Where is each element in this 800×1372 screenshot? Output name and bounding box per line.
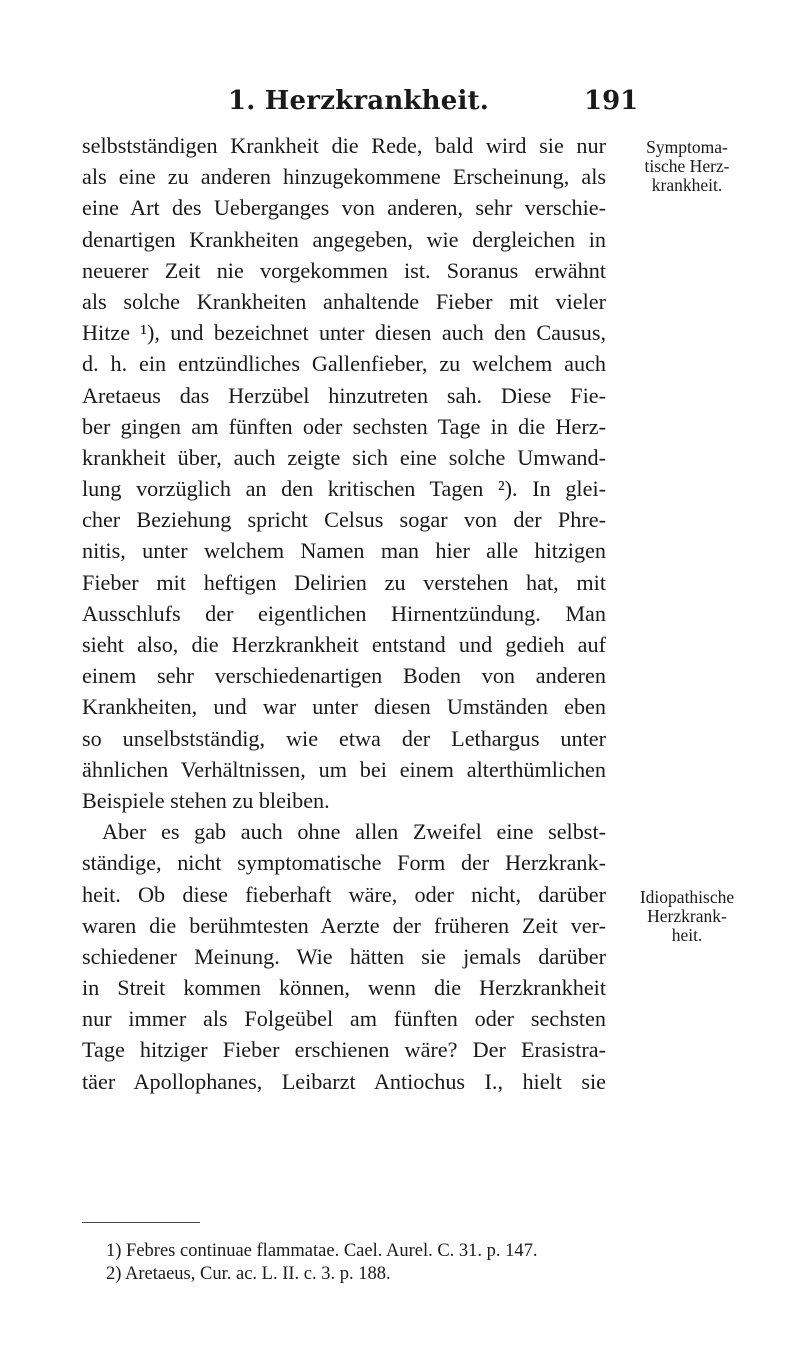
body-line: nitis, unter welchem Namen man hier alle hitzigen xyxy=(82,538,606,564)
body-line: einem sehr verschiedenartigen Boden von anderen xyxy=(82,663,606,689)
body-line: lung vorzüglich an den kritischen Tagen ²). In glei- xyxy=(82,476,606,502)
body-line: Hitze ¹), und bezeichnet unter diesen auch den Causus, xyxy=(82,320,606,346)
footnote-divider xyxy=(82,1222,200,1223)
body-line: denartigen Krankheiten angegeben, wie dergleichen in xyxy=(82,226,606,252)
body-line: Ausschlufs der eigentlichen Hirnentzündung. Man xyxy=(82,600,606,626)
body-line: Aretaeus das Herzübel hinzutreten sah. Diese Fie- xyxy=(82,382,606,408)
margin-note-line: Idiopathische xyxy=(639,887,735,907)
body-line: schiedener Meinung. Wie hätten sie jemals darüber xyxy=(82,943,606,969)
body-line: selbstständigen Krankheit die Rede, bald wird sie nur xyxy=(82,133,606,158)
body-line: eine Art des Ueberganges von anderen, sehr verschie- xyxy=(82,195,606,221)
margin-note-idiopathic xyxy=(612,888,762,945)
footnote: 1) Febres continuae flammatae. Cael. Aurel. C. 31. p. 147. xyxy=(106,1241,538,1261)
body-line: Beispiele stehen zu bleiben. xyxy=(82,787,330,813)
body-line: sieht also, die Herzkrankheit entstand und gedieh auf xyxy=(82,632,606,657)
margin-note-line: tische Herz- xyxy=(644,156,730,176)
margin-note-line: Herzkrank- xyxy=(647,906,727,926)
body-line: als eine zu anderen hinzugekommene Erscheinung, als xyxy=(82,164,606,190)
body-line: als solche Krankheiten anhaltende Fieber mit vieler xyxy=(82,288,606,314)
body-line: so unselbstständig, wie etwa der Lethargus unter xyxy=(82,725,606,751)
body-text xyxy=(82,130,606,1097)
body-line: krankheit über, auch zeigte sich eine solche Umwand- xyxy=(82,444,606,470)
margin-note-line: Symptoma- xyxy=(646,137,728,157)
body-line: Krankheiten, und war unter diesen Umständen eben xyxy=(82,694,606,720)
footnote: 2) Aretaeus, Cur. ac. L. II. c. 3. p. 188. xyxy=(106,1264,391,1284)
body-line: ständige, nicht symptomatische Form der Herzkrank- xyxy=(82,850,606,876)
body-line: Fieber mit heftigen Delirien zu verstehen hat, mit xyxy=(82,569,606,595)
body-line: ber gingen am fünften oder sechsten Tage in die Herz- xyxy=(82,413,606,439)
body-line: cher Beziehung spricht Celsus sogar von der Phre- xyxy=(82,507,606,533)
body-line: täer Apollophanes, Leibarzt Antiochus I., hielt sie xyxy=(82,1068,606,1094)
body-line: in Streit kommen können, wenn die Herzkrankheit xyxy=(82,975,606,1001)
body-line: ähnlichen Verhältnissen, um bei einem alterthümlichen xyxy=(82,756,606,782)
body-line: Aber es gab auch ohne allen Zweifel eine selbst- xyxy=(102,819,606,845)
running-title: 1. Herzkrankheit. xyxy=(228,86,490,116)
margin-note-line: heit. xyxy=(671,925,703,945)
body-line: waren die berühmtesten Aerzte der früheren Zeit ver- xyxy=(82,912,606,938)
body-line: d. h. ein entzündliches Gallenfieber, zu welchem auch xyxy=(82,351,606,377)
page-header xyxy=(0,86,800,126)
margin-note-symptomatic xyxy=(612,138,762,195)
body-line: Tage hitziger Fieber erschienen wäre? Der Erasistra- xyxy=(82,1037,606,1063)
footnotes xyxy=(106,1240,626,1286)
body-line: heit. Ob diese fieberhaft wäre, oder nicht, darüber xyxy=(82,881,606,907)
body-line: neuerer Zeit nie vorgekommen ist. Soranus erwähnt xyxy=(82,257,606,283)
body-line: nur immer als Folgeübel am fünften oder sechsten xyxy=(82,1006,606,1032)
margin-note-line: krankheit. xyxy=(651,175,723,195)
page-number: 191 xyxy=(584,86,639,116)
